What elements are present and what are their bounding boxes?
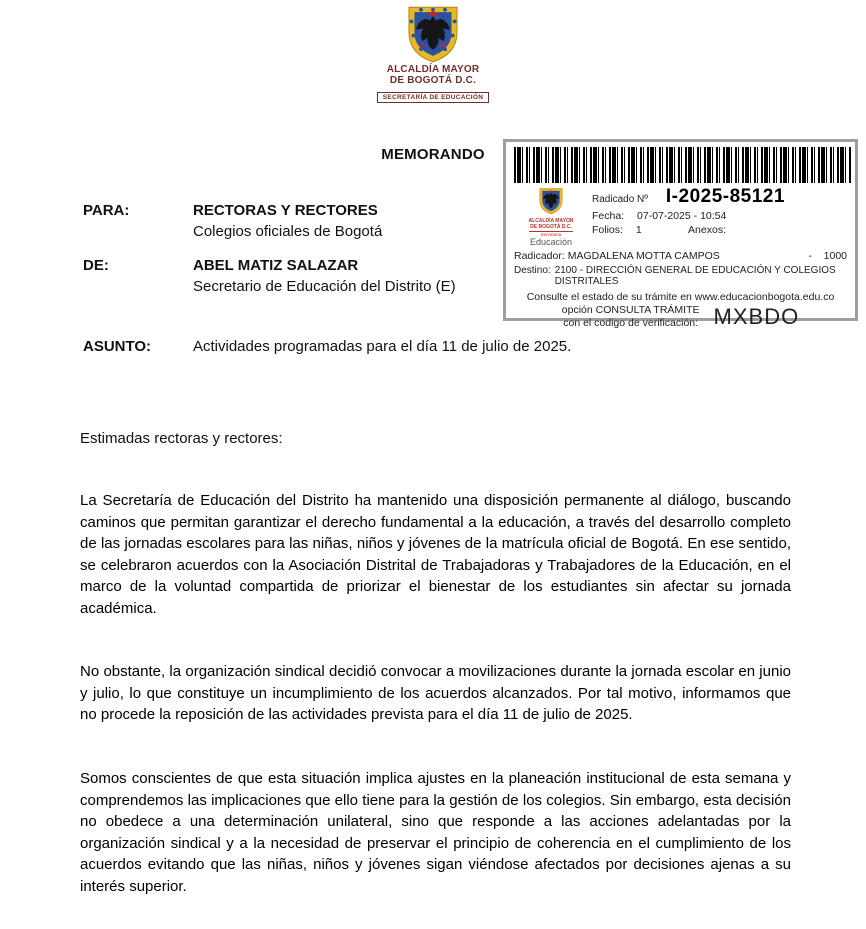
para-recipient-sub: Colegios oficiales de Bogotá	[193, 223, 383, 240]
mini-logo-educacion: Educación	[529, 237, 573, 247]
para-label: PARA:	[83, 202, 130, 219]
anexos-label: Anexos:	[688, 224, 726, 236]
radicado-number-value: I-2025-85121	[665, 186, 785, 207]
radicador-value: MAGDALENA MOTTA CAMPOS	[567, 250, 720, 262]
greeting: Estimadas rectoras y rectores:	[80, 430, 283, 447]
fecha-value: 07-07-2025 - 10:54	[637, 210, 727, 222]
radicador-line: Radicador: MAGDALENA MOTTA CAMPOS	[514, 250, 720, 262]
verification-code: MXBDO	[713, 304, 800, 329]
logo-title-line1: ALCALDÍA MAYOR	[386, 64, 480, 75]
mini-logo-name: ALCALDÍA MAYOR DE BOGOTÁ D.C.	[528, 218, 574, 230]
destino-label: Destino:	[514, 265, 551, 276]
memo-title: MEMORANDO	[381, 146, 485, 163]
folios-label: Folios:	[592, 224, 623, 236]
body-paragraph-3: Somos conscientes de que esta situación implica ajustes en la planeación institucional de esta semana y comprendemos las implicaciones que ello tiene para la gestión de los colegios. Sin embargo, esta decisión no obedece a una determinación unilateral, sino que responde a las acciones adelantadas por la organización sindical y a la necesidad de preservar el principio de coherencia en el cumplimiento de los acuerdos evitando que las niñas, niños y jóvenes sigan viéndose afectados por decisiones ajenas a su interés superior.	[80, 770, 791, 895]
asunto-label: ASUNTO:	[83, 338, 152, 355]
fecha-label: Fecha:	[592, 210, 625, 222]
body-paragraph-1: La Secretaría de Educación del Distrito ha mantenido una disposición permanente al diálogo, buscando caminos que permitan garantizar el derecho fundamental a la educación, a través del desarrollo completo de las jornadas escolares para las niñas, niños y jóvenes de la matrícula oficial de Bogotá. En ese sentido, se celebraron acuerdos con la Asociación Distrital de Trabajadoras y Trabajadores de la Educación, en el marco de la voluntad compartida de priorizar el bienestar de los estudiantes sin afectar su jornada académica.	[80, 492, 791, 617]
para-recipient: RECTORAS Y RECTORES	[193, 202, 378, 219]
barcode-icon	[514, 147, 851, 183]
bogota-coat-of-arms-icon	[400, 4, 466, 64]
de-sender: ABEL MATIZ SALAZAR	[193, 257, 359, 274]
radicado-number-label: Radicado Nº	[592, 194, 648, 205]
mini-logo-secretaria: Secretaría	[540, 232, 562, 237]
destino-value: 2100 - DIRECCIÓN GENERAL DE EDUCACIÓN Y COLEGIOS DISTRITALES	[554, 265, 836, 287]
verification-instructions: opción CONSULTA TRÁMITE con el codigo de verificación:	[561, 304, 700, 329]
de-sender-sub: Secretario de Educación del Distrito (E)	[193, 278, 456, 295]
folios-value: 1	[635, 224, 642, 236]
radicador-code: - 1000	[808, 250, 847, 262]
de-label: DE:	[83, 257, 109, 274]
header-logo	[0, 4, 866, 104]
asunto-value: Actividades programadas para el día 11 de julio de 2025.	[193, 338, 572, 355]
logo-title-line2: DE BOGOTÁ D.C.	[389, 75, 477, 86]
consulta-line: Consulte el estado de su trámite en www.educacionbogota.edu.co	[526, 291, 835, 303]
body-paragraph-2: No obstante, la organización sindical decidió convocar a movilizaciones durante la jornada escolar en junio y julio, lo que constituye un incumplimiento de los acuerdos alcanzados. Por tal motivo, informamos que no procede la reposición de las actividades prevista para el día 11 de julio de 2025.	[80, 663, 791, 723]
logo-department-label: SECRETARÍA DE EDUCACIÓN	[377, 92, 489, 103]
